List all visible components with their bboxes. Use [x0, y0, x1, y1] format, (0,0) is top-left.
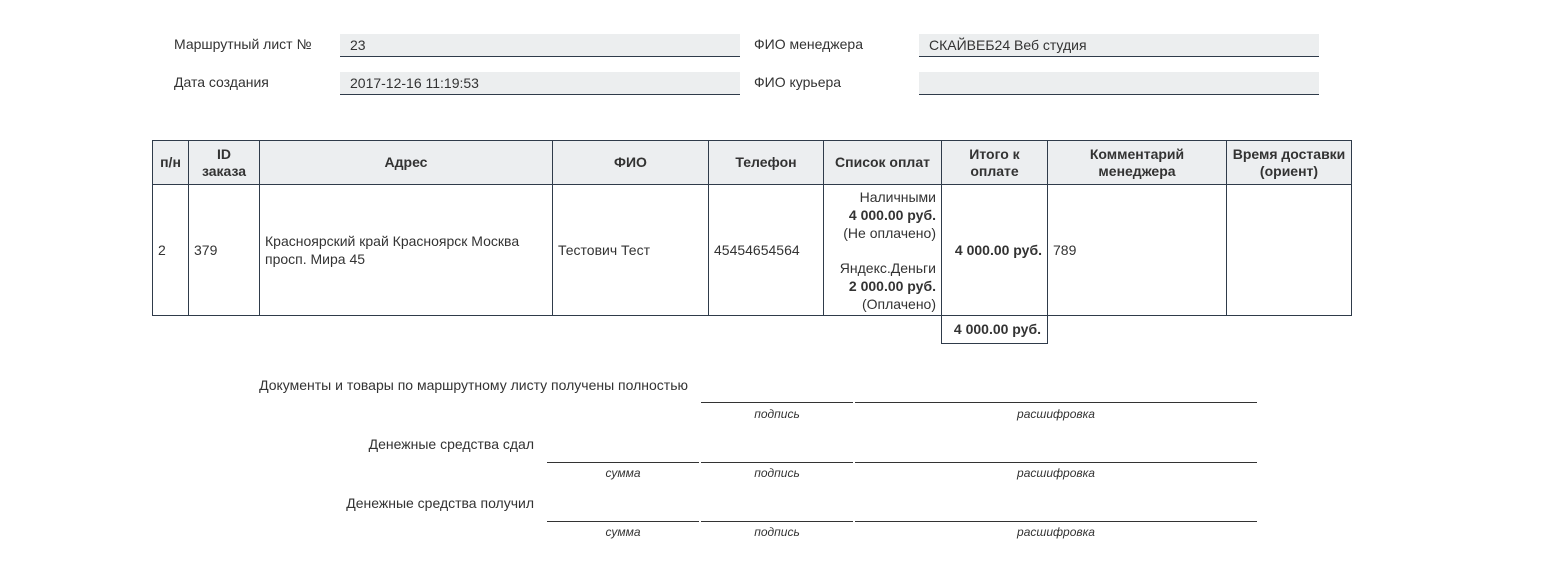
col-num-header: п/н — [153, 141, 189, 185]
payment-amount: 4 000.00 руб. — [848, 206, 936, 223]
signature-line[interactable] — [701, 402, 853, 403]
courier-label: ФИО курьера — [754, 74, 842, 90]
cell-delivery-time — [1227, 185, 1352, 316]
sum-line[interactable] — [547, 462, 699, 463]
courier-field[interactable] — [919, 72, 1319, 95]
sum-line[interactable] — [547, 521, 699, 522]
orders-table — [152, 140, 1352, 316]
decoding-line[interactable] — [855, 462, 1257, 463]
cell-phone: 45454654564 — [709, 185, 824, 316]
table-row — [153, 185, 1352, 316]
payment-status: (Не оплачено) — [843, 224, 936, 241]
col-phone-header: Телефон — [709, 141, 824, 185]
created-date-label: Дата создания — [174, 74, 269, 90]
col-id-header: ID заказа — [189, 141, 260, 185]
signature-caption: подпись — [754, 466, 800, 480]
decoding-line[interactable] — [855, 521, 1257, 522]
cell-order-id: 379 — [189, 185, 260, 316]
col-comment-header: Комментарий менеджера — [1048, 141, 1227, 185]
col-total-header: Итого к оплате — [942, 141, 1048, 185]
table-header-row — [153, 141, 1352, 185]
manager-label: ФИО менеджера — [754, 36, 863, 52]
col-fio-header: ФИО — [553, 141, 709, 185]
sum-caption: сумма — [605, 525, 641, 539]
manager-field[interactable]: СКАЙВЕБ24 Веб студия — [919, 34, 1319, 57]
signature-line[interactable] — [701, 462, 853, 463]
col-payments-header: Список оплат — [824, 141, 942, 185]
received-docs-label: Документы и товары по маршрутному листу получены полностью — [259, 377, 688, 393]
decoding-caption: расшифровка — [1017, 525, 1095, 539]
signature-line[interactable] — [701, 521, 853, 522]
col-address-header: Адрес — [260, 141, 553, 185]
payment-cash — [829, 188, 936, 242]
route-sheet-number-field[interactable]: 23 — [340, 34, 740, 57]
grand-total: 4 000.00 руб. — [941, 315, 1048, 344]
cell-fio: Тестович Тест — [553, 185, 709, 316]
money-received-label: Денежные средства получил — [346, 495, 534, 511]
payment-method: Наличными — [859, 188, 936, 205]
signature-caption: подпись — [754, 525, 800, 539]
payment-status: (Оплачено) — [861, 295, 936, 312]
created-date-field[interactable]: 2017-12-16 11:19:53 — [340, 72, 740, 95]
cell-num: 2 — [153, 185, 189, 316]
col-delivery-header: Время доставки (ориент) — [1227, 141, 1352, 185]
route-sheet-label: Маршрутный лист № — [174, 36, 312, 52]
sum-caption: сумма — [605, 466, 641, 480]
cell-total: 4 000.00 руб. — [942, 185, 1048, 316]
money-handed-label: Денежные средства сдал — [368, 436, 534, 452]
cell-address: Красноярский край Красноярск Москва просп. Мира 45 — [260, 185, 553, 316]
decoding-caption: расшифровка — [1017, 407, 1095, 421]
payment-method: Яндекс.Деньги — [839, 259, 936, 276]
signature-caption: подпись — [754, 407, 800, 421]
payment-yandex — [829, 259, 936, 313]
decoding-caption: расшифровка — [1017, 466, 1095, 480]
decoding-line[interactable] — [855, 402, 1257, 403]
cell-comment: 789 — [1048, 185, 1227, 316]
cell-payments — [824, 185, 942, 316]
payment-amount: 2 000.00 руб. — [848, 277, 936, 294]
